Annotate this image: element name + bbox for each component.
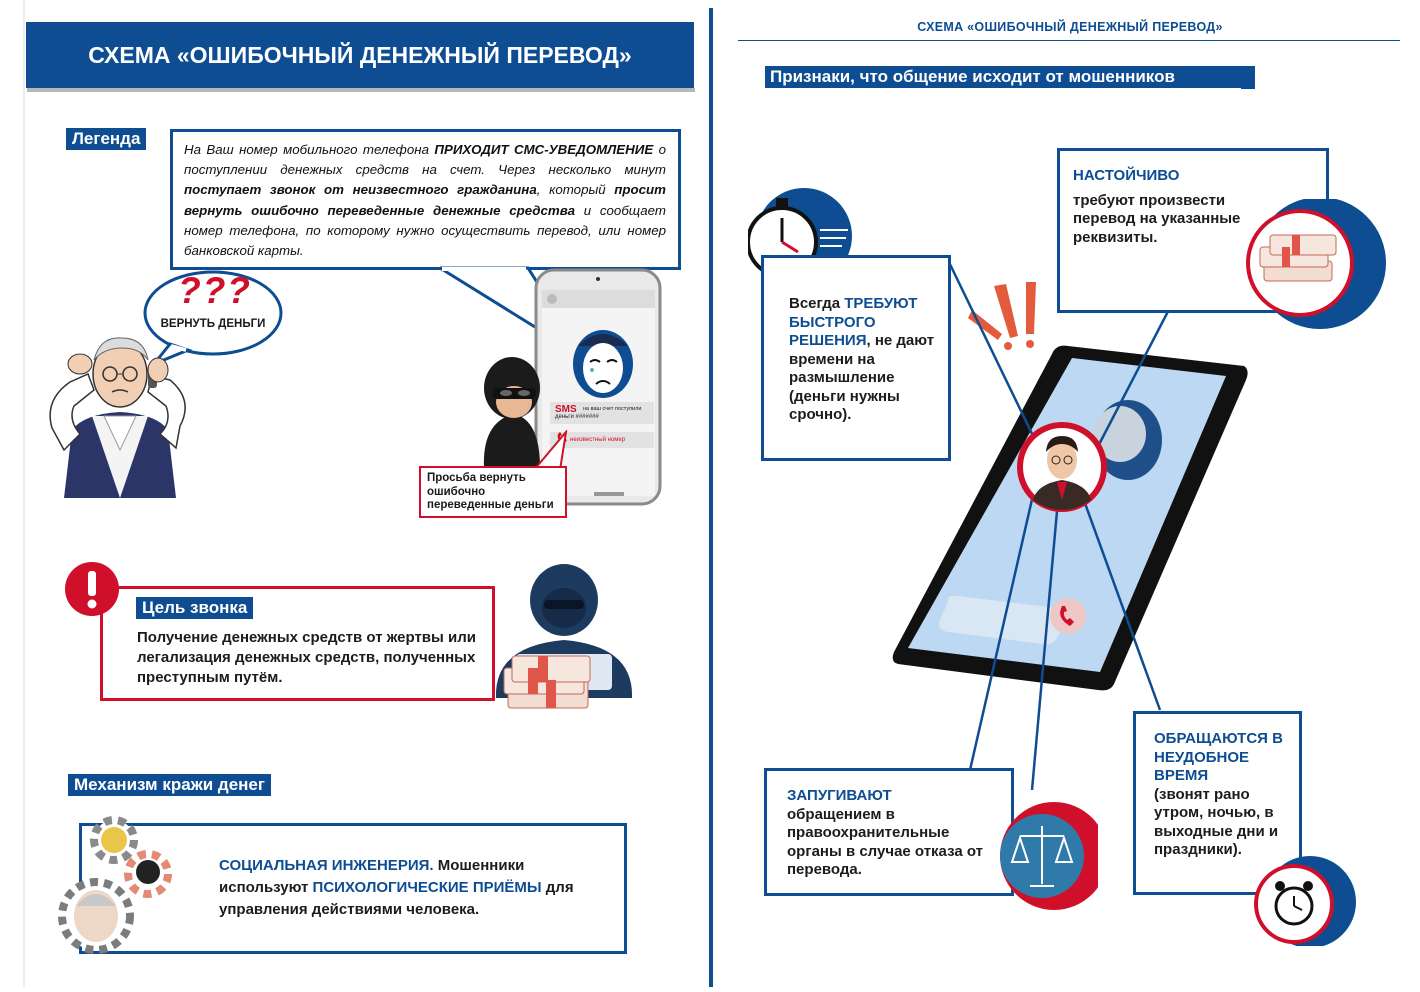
request-callout: Просьба вернуть ошибочно переведенные деньги xyxy=(419,466,567,518)
insist-text: НАСТОЙЧИВО требуют произвести перевод на указанные реквизиты. xyxy=(1073,167,1241,246)
legend-tag: Легенда xyxy=(66,128,146,150)
money-stack-icon xyxy=(502,652,594,714)
alarm-clock-icon xyxy=(1254,856,1360,946)
goal-text: Получение денежных средств от жертвы или легализация денежных средств, полученных преступным путём. xyxy=(137,629,476,686)
page-divider xyxy=(709,8,713,987)
bubble-text: ВЕРНУТЬ ДЕНЬГИ xyxy=(160,318,266,330)
header-underline xyxy=(27,88,695,92)
page-title: СХЕМА «ОШИБОЧНЫЙ ДЕНЕЖНЫЙ ПЕРЕВОД» xyxy=(26,22,694,88)
signs-tag-end xyxy=(1241,66,1255,89)
worried-man-illustration xyxy=(44,330,196,498)
legend-text: На Ваш номер мобильного телефона ПРИХОДИТ СМС-УВЕДОМЛЕНИЕ о поступлении денежных средств на счет. Через несколько минут поступает звонок от неизвестного гражданина, который просит вернуть ошибочно переведенные денежные средства и сообщает номер телефона, по которому нужно осуществить перевод, или номер банковской карты. xyxy=(184,142,667,259)
page-edge xyxy=(0,0,25,987)
question-marks: ??? xyxy=(178,270,252,311)
urgent-text: Всегда ТРЕБУЮТ БЫСТРОГО РЕШЕНИЯ, не дают времени на размышление (деньги нужны срочно). xyxy=(789,295,935,423)
sms-label: SMS xyxy=(555,404,577,415)
gears-illustration xyxy=(52,812,180,966)
call-text: неизвестный номер xyxy=(570,437,626,443)
caller-avatar xyxy=(1017,422,1107,512)
right-page-header: СХЕМА «ОШИБОЧНЫЙ ДЕНЕЖНЫЙ ПЕРЕВОД» xyxy=(917,20,1223,34)
scales-of-justice-icon xyxy=(998,800,1098,912)
mechanism-tag: Механизм кражи денег xyxy=(68,774,271,796)
mechanism-text: СОЦИАЛЬНАЯ ИНЖЕНЕРИЯ. Мошенники используют ПСИХОЛОГИЧЕСКИЕ ПРИЁМЫ для управления действиями человека. xyxy=(219,857,574,918)
sms-text-line2: деньги ####### xyxy=(555,414,599,420)
legend-box xyxy=(170,129,681,270)
time-text: ОБРАЩАЮТСЯ В НЕУДОБНОЕ ВРЕМЯ (звонят рано утром, ночью, в выходные дни и праздники). xyxy=(1154,730,1283,858)
exclamation-icon xyxy=(64,561,120,617)
sms-text-line1: на ваш счет поступили xyxy=(583,406,642,412)
masked-face-icon xyxy=(570,322,636,400)
right-header-rule xyxy=(738,40,1400,41)
scare-text: ЗАПУГИВАЮТ обращением в правоохранительные органы в случае отказа от перевода. xyxy=(787,787,983,878)
goal-tag: Цель звонка xyxy=(136,597,253,619)
signs-tag: Признаки, что общение исходит от мошенников xyxy=(765,66,1252,88)
